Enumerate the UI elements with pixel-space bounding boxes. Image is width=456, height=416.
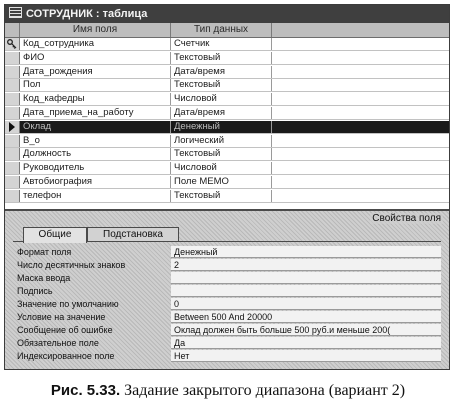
tab-general[interactable]: Общие [23, 227, 87, 243]
row-selector[interactable] [5, 176, 20, 188]
field-name-cell[interactable]: Код_кафедры [23, 93, 85, 105]
property-row [15, 259, 441, 271]
property-value-field[interactable] [171, 272, 441, 284]
field-name-cell[interactable]: Автобиография [23, 176, 93, 187]
column-divider [170, 135, 171, 147]
property-label: Условие на значение [17, 312, 106, 322]
property-row [15, 311, 441, 323]
row-selector[interactable] [5, 162, 20, 174]
property-label: Обязательное поле [17, 338, 99, 348]
field-row[interactable] [5, 107, 449, 120]
data-type-cell[interactable]: Текстовый [174, 51, 221, 63]
column-divider [271, 135, 272, 147]
column-divider [271, 148, 272, 160]
caption-number: Рис. 5.33. [50, 382, 121, 399]
property-row [15, 324, 441, 336]
row-pointer-icon [8, 122, 16, 132]
column-divider [170, 107, 171, 119]
field-row[interactable] [5, 121, 449, 134]
data-type-cell[interactable]: Числовой [174, 93, 217, 105]
row-selector[interactable] [5, 38, 20, 50]
column-divider [170, 79, 171, 91]
field-row[interactable] [5, 66, 449, 79]
data-type-cell[interactable]: Текстовый [174, 189, 221, 201]
column-divider [271, 107, 272, 119]
window-titlebar[interactable] [5, 5, 449, 23]
field-name-cell[interactable]: телефон [23, 189, 62, 201]
property-value-field[interactable]: Да [171, 337, 441, 349]
row-selector[interactable] [5, 121, 20, 133]
tab-lookup[interactable]: Подстановка [87, 227, 179, 242]
column-divider [170, 190, 171, 202]
column-divider [170, 38, 171, 50]
field-row[interactable] [5, 52, 449, 65]
row-selector[interactable] [5, 148, 20, 160]
data-type-cell[interactable]: Логический [174, 134, 225, 146]
field-name-cell[interactable]: Дата_рождения [23, 65, 93, 77]
data-type-header: Тип данных [171, 23, 272, 37]
property-row [15, 272, 441, 284]
column-divider [170, 162, 171, 174]
property-value-field[interactable]: 0 [171, 298, 441, 310]
field-name-header: Имя поля [20, 23, 171, 37]
field-name-cell[interactable]: Должность [23, 148, 72, 160]
property-value-field[interactable]: Денежный [171, 246, 441, 258]
data-type-cell[interactable]: Поле MEMO [174, 176, 229, 187]
property-row [15, 298, 441, 310]
window-title: СОТРУДНИК : таблица [26, 8, 148, 20]
data-type-cell[interactable]: Текстовый [174, 79, 221, 91]
field-row[interactable] [5, 79, 449, 92]
properties-header: Свойства поля [372, 213, 441, 224]
field-row[interactable] [5, 148, 449, 161]
column-divider [271, 176, 272, 188]
data-type-cell[interactable]: Дата/время [174, 107, 225, 118]
property-label: Формат поля [17, 247, 72, 257]
row-selector[interactable] [5, 66, 20, 78]
column-divider [170, 52, 171, 64]
property-value-field[interactable]: Between 500 And 20000 [171, 311, 441, 323]
table-icon [9, 7, 22, 18]
column-divider [271, 79, 272, 91]
row-selector[interactable] [5, 93, 20, 105]
data-type-cell[interactable]: Дата/время [174, 65, 225, 77]
property-row [15, 246, 441, 258]
row-selector[interactable] [5, 79, 20, 91]
header-selector [5, 23, 20, 37]
field-row[interactable] [5, 38, 449, 51]
row-selector[interactable] [5, 135, 20, 147]
column-divider [271, 93, 272, 105]
property-label: Число десятичных знаков [17, 260, 126, 270]
property-label: Сообщение об ошибке [17, 325, 113, 335]
grid-header [5, 23, 449, 38]
property-label: Значение по умолчанию [17, 299, 119, 309]
column-divider [271, 162, 272, 174]
data-type-cell[interactable]: Числовой [174, 162, 217, 174]
column-divider [170, 66, 171, 78]
primary-key-icon [7, 39, 17, 49]
caption-text: Задание закрытого диапазона (вариант 2) [124, 382, 406, 399]
column-divider [271, 66, 272, 78]
row-selector[interactable] [5, 52, 20, 64]
property-label: Маска ввода [17, 273, 71, 283]
column-divider [271, 38, 272, 50]
column-divider [271, 121, 272, 133]
property-value-field[interactable]: Оклад должен быть больше 500 руб.и меньше 200( [171, 324, 441, 336]
property-value-field[interactable]: 2 [171, 259, 441, 271]
property-row [15, 337, 441, 349]
property-row [15, 285, 441, 297]
field-name-cell[interactable]: Дата_приема_на_работу [23, 107, 134, 118]
field-row[interactable] [5, 176, 449, 189]
column-divider [170, 121, 171, 133]
data-type-cell[interactable]: Денежный [174, 120, 220, 132]
row-selector[interactable] [5, 190, 20, 202]
column-divider [170, 93, 171, 105]
field-row[interactable] [5, 190, 449, 203]
field-grid [5, 23, 449, 209]
property-row [15, 350, 441, 362]
property-value-field[interactable]: Нет [171, 350, 441, 362]
table-design-window [4, 4, 450, 370]
property-label: Подпись [17, 286, 53, 296]
field-name-cell[interactable]: Оклад [23, 120, 52, 132]
field-properties-panel [5, 211, 449, 369]
property-label: Индексированное поле [17, 351, 115, 361]
property-value-field[interactable] [171, 285, 441, 297]
field-row[interactable] [5, 162, 449, 175]
field-name-cell[interactable]: Код_сотрудника [23, 38, 95, 49]
column-divider [170, 176, 171, 188]
column-divider [271, 190, 272, 202]
field-row[interactable] [5, 135, 449, 148]
data-type-cell[interactable]: Счетчик [174, 38, 210, 49]
column-divider [271, 52, 272, 64]
data-type-cell[interactable]: Текстовый [174, 148, 221, 160]
row-selector[interactable] [5, 107, 20, 119]
field-name-cell[interactable]: ФИО [23, 51, 45, 63]
column-divider [170, 148, 171, 160]
field-name-cell[interactable]: В_о [23, 134, 40, 146]
field-name-cell[interactable]: Пол [23, 79, 41, 91]
field-name-cell[interactable]: Руководитель [23, 162, 85, 174]
field-row[interactable] [5, 93, 449, 106]
figure-caption [0, 382, 456, 400]
